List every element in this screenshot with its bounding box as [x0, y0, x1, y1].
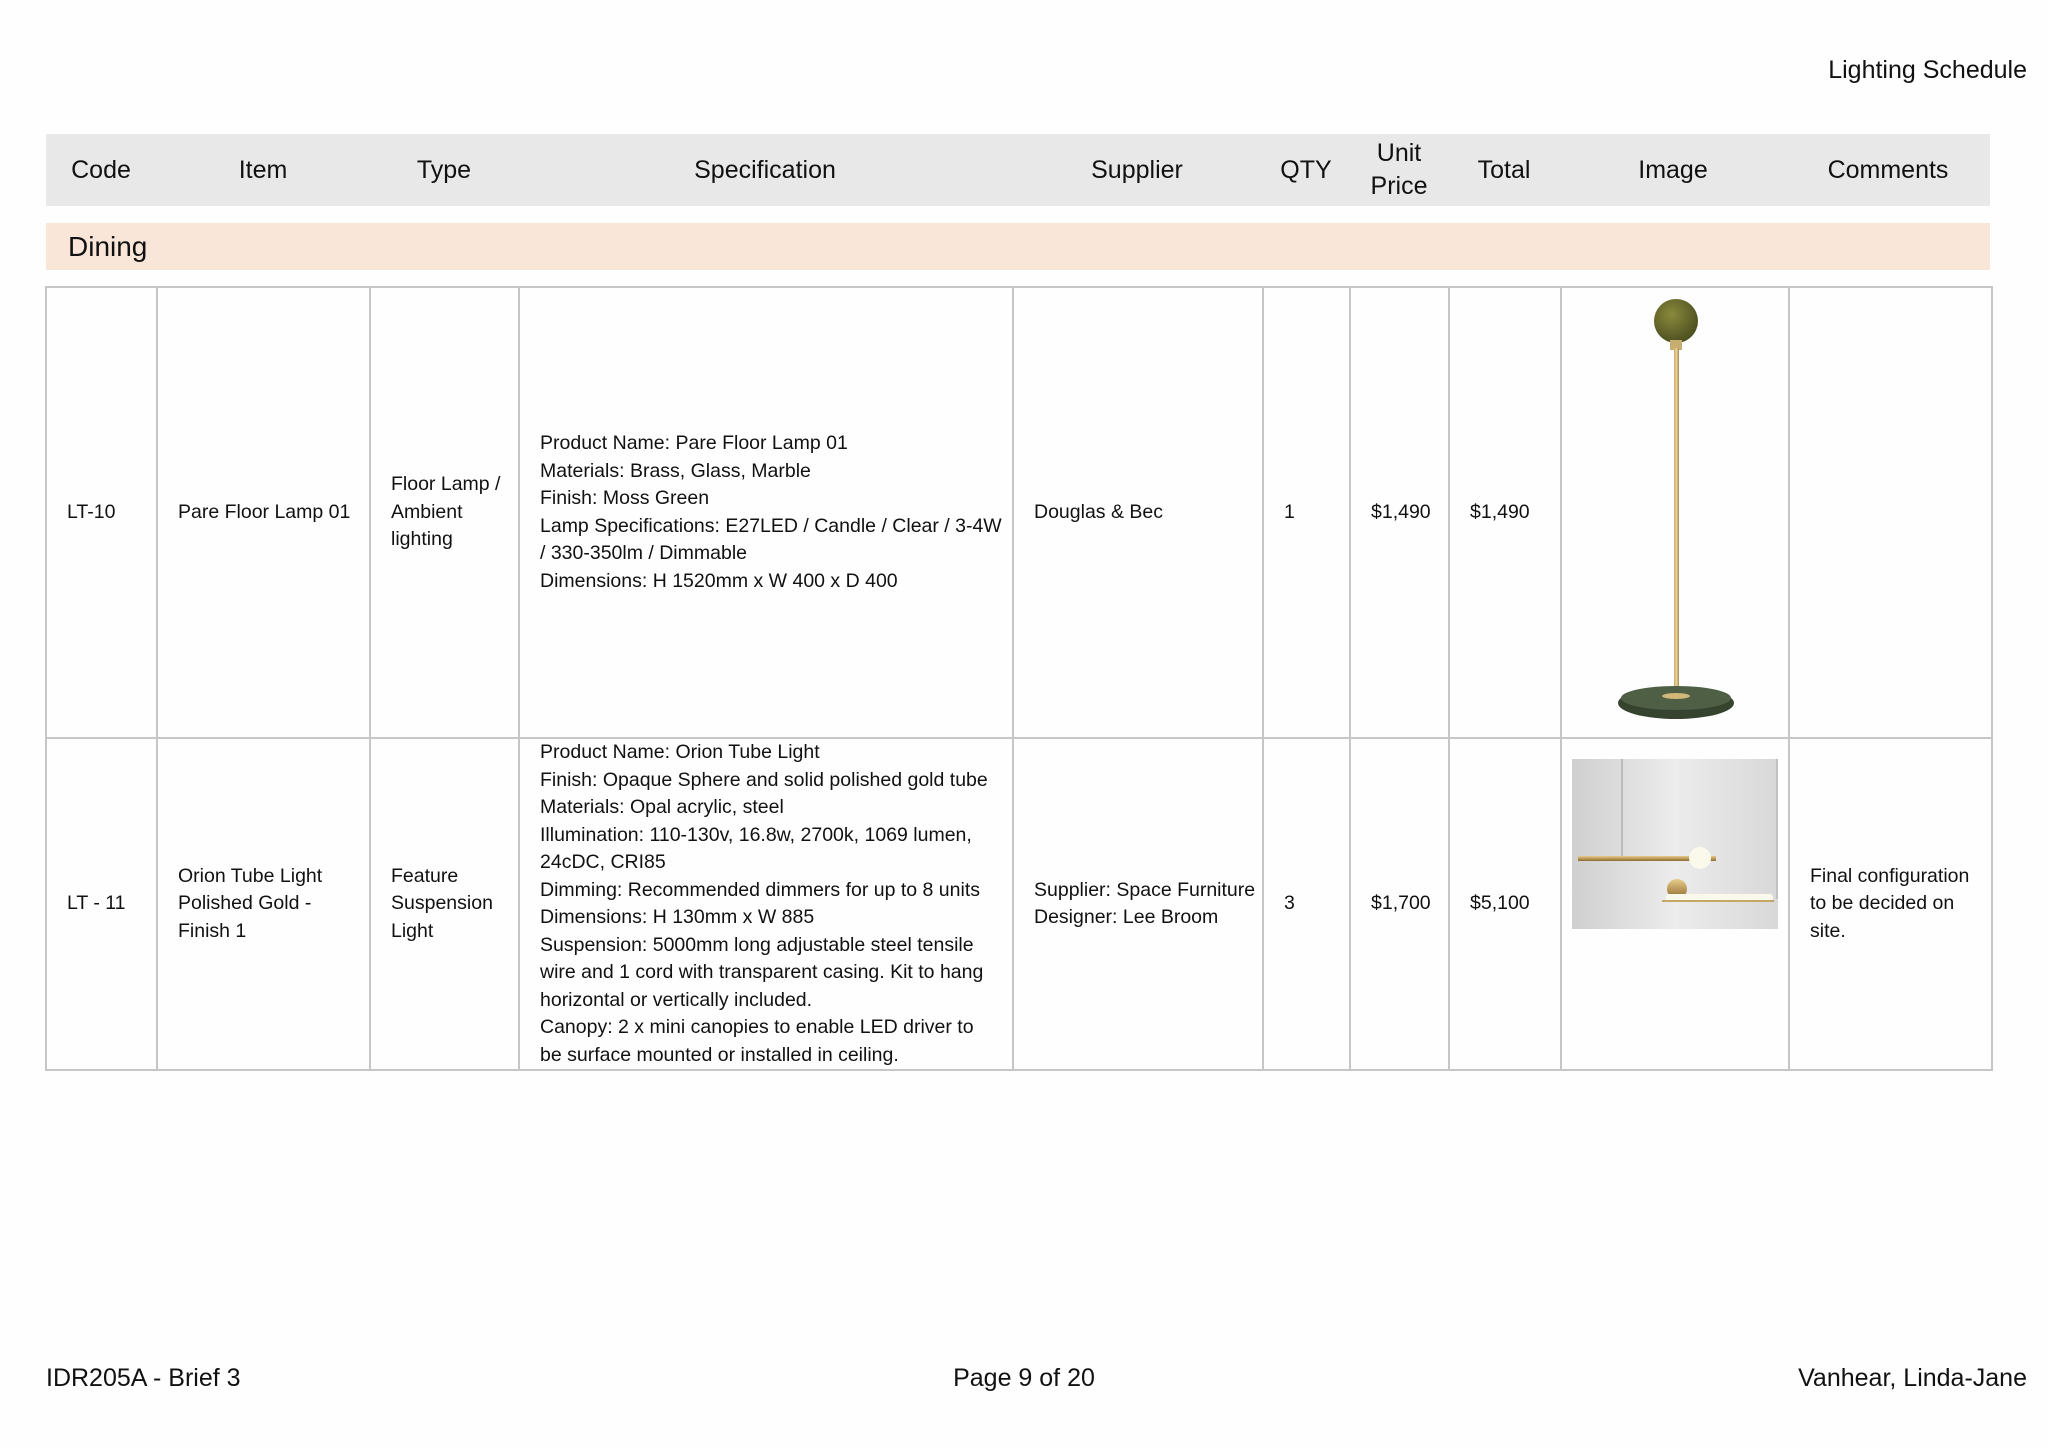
table-row: [46, 738, 1992, 1070]
column-header-image: Image: [1638, 155, 1708, 184]
cell-unit-price: $1,700: [1350, 738, 1449, 1070]
footer-page-number: Page 9 of 20: [953, 1364, 1095, 1392]
column-header-item: Item: [238, 155, 288, 184]
cell-code: LT-10: [46, 287, 157, 738]
section-title: Dining: [68, 230, 148, 262]
cell-image: [1561, 738, 1789, 1070]
table-row: [46, 287, 1992, 738]
cell-specification: [519, 287, 1013, 738]
column-header-type: Type: [416, 155, 472, 184]
spec-line: Illumination: 110-130v, 16.8w, 2700k, 1069 lumen, 24cDC, CRI85: [540, 823, 972, 873]
cell-type: Feature Suspension Light: [370, 738, 519, 1070]
spec-line: Dimming: Recommended dimmers for up to 8 units: [540, 878, 980, 901]
cell-comments: [1789, 287, 1992, 738]
spec-line: Product Name: Orion Tube Light: [540, 741, 820, 763]
supplier-line: Designer: Lee Broom: [1034, 906, 1219, 928]
cell-item: Orion Tube Light Polished Gold - Finish 1: [157, 738, 370, 1070]
footer-course-code: IDR205A - Brief 3: [46, 1364, 241, 1392]
cell-total: $5,100: [1449, 738, 1561, 1070]
page-title: Lighting Schedule: [1828, 56, 2027, 84]
spec-line: Canopy: 2 x mini canopies to enable LED driver to be surface mounted or installed in ceiling.: [540, 1016, 974, 1066]
cell-code: LT - 11: [46, 738, 157, 1070]
supplier-line: Douglas & Bec: [1034, 500, 1163, 523]
column-header-unit-price: Unit Price: [1370, 139, 1428, 200]
cell-supplier: [1013, 287, 1263, 738]
cell-item: Pare Floor Lamp 01: [157, 287, 370, 738]
column-header-total: Total: [1477, 155, 1531, 184]
cell-qty: 3: [1263, 738, 1350, 1070]
column-header-specification: Specification: [694, 155, 836, 184]
column-header-supplier: Supplier: [1091, 155, 1183, 184]
lighting-schedule-table: [45, 286, 1993, 1071]
cell-type: Floor Lamp / Ambient lighting: [370, 287, 519, 738]
cell-total: $1,490: [1449, 287, 1561, 738]
column-header-qty: QTY: [1280, 155, 1332, 184]
tube-light-image: [1572, 759, 1778, 929]
cell-comments: Final configuration to be decided on site.: [1789, 738, 1992, 1070]
cell-image: [1561, 287, 1789, 738]
spec-line: Finish: Opaque Sphere and solid polished gold tube: [540, 768, 988, 791]
supplier-line: Supplier: Space Furniture: [1034, 878, 1256, 901]
cell-qty: 1: [1263, 287, 1350, 738]
spec-line: Lamp Specifications: E27LED / Candle / Clear / 3-4W / 330-350lm / Dimmable: [540, 514, 1002, 564]
column-header-comments: Comments: [1827, 155, 1949, 184]
floor-lamp-image: [1563, 288, 1787, 728]
spec-line: Suspension: 5000mm long adjustable steel tensile wire and 1 cord with transparent casing. Kit to hang horizontal or vertically included.: [540, 933, 984, 1011]
footer-author: Vanhear, Linda-Jane: [1798, 1364, 2027, 1392]
section-heading: [46, 223, 1990, 270]
spec-line: Materials: Brass, Glass, Marble: [540, 459, 811, 482]
cell-specification: [519, 738, 1013, 1070]
spec-line: Product Name: Pare Floor Lamp 01: [540, 432, 848, 454]
spec-line: Finish: Moss Green: [540, 487, 710, 509]
column-header-bar: [46, 134, 1990, 206]
spec-line: Dimensions: H 130mm x W 885: [540, 906, 815, 928]
spec-line: Materials: Opal acrylic, steel: [540, 796, 784, 818]
cell-unit-price: $1,490: [1350, 287, 1449, 738]
cell-supplier: [1013, 738, 1263, 1070]
spec-line: Dimensions: H 1520mm x W 400 x D 400: [540, 569, 898, 592]
column-header-code: Code: [71, 155, 131, 184]
